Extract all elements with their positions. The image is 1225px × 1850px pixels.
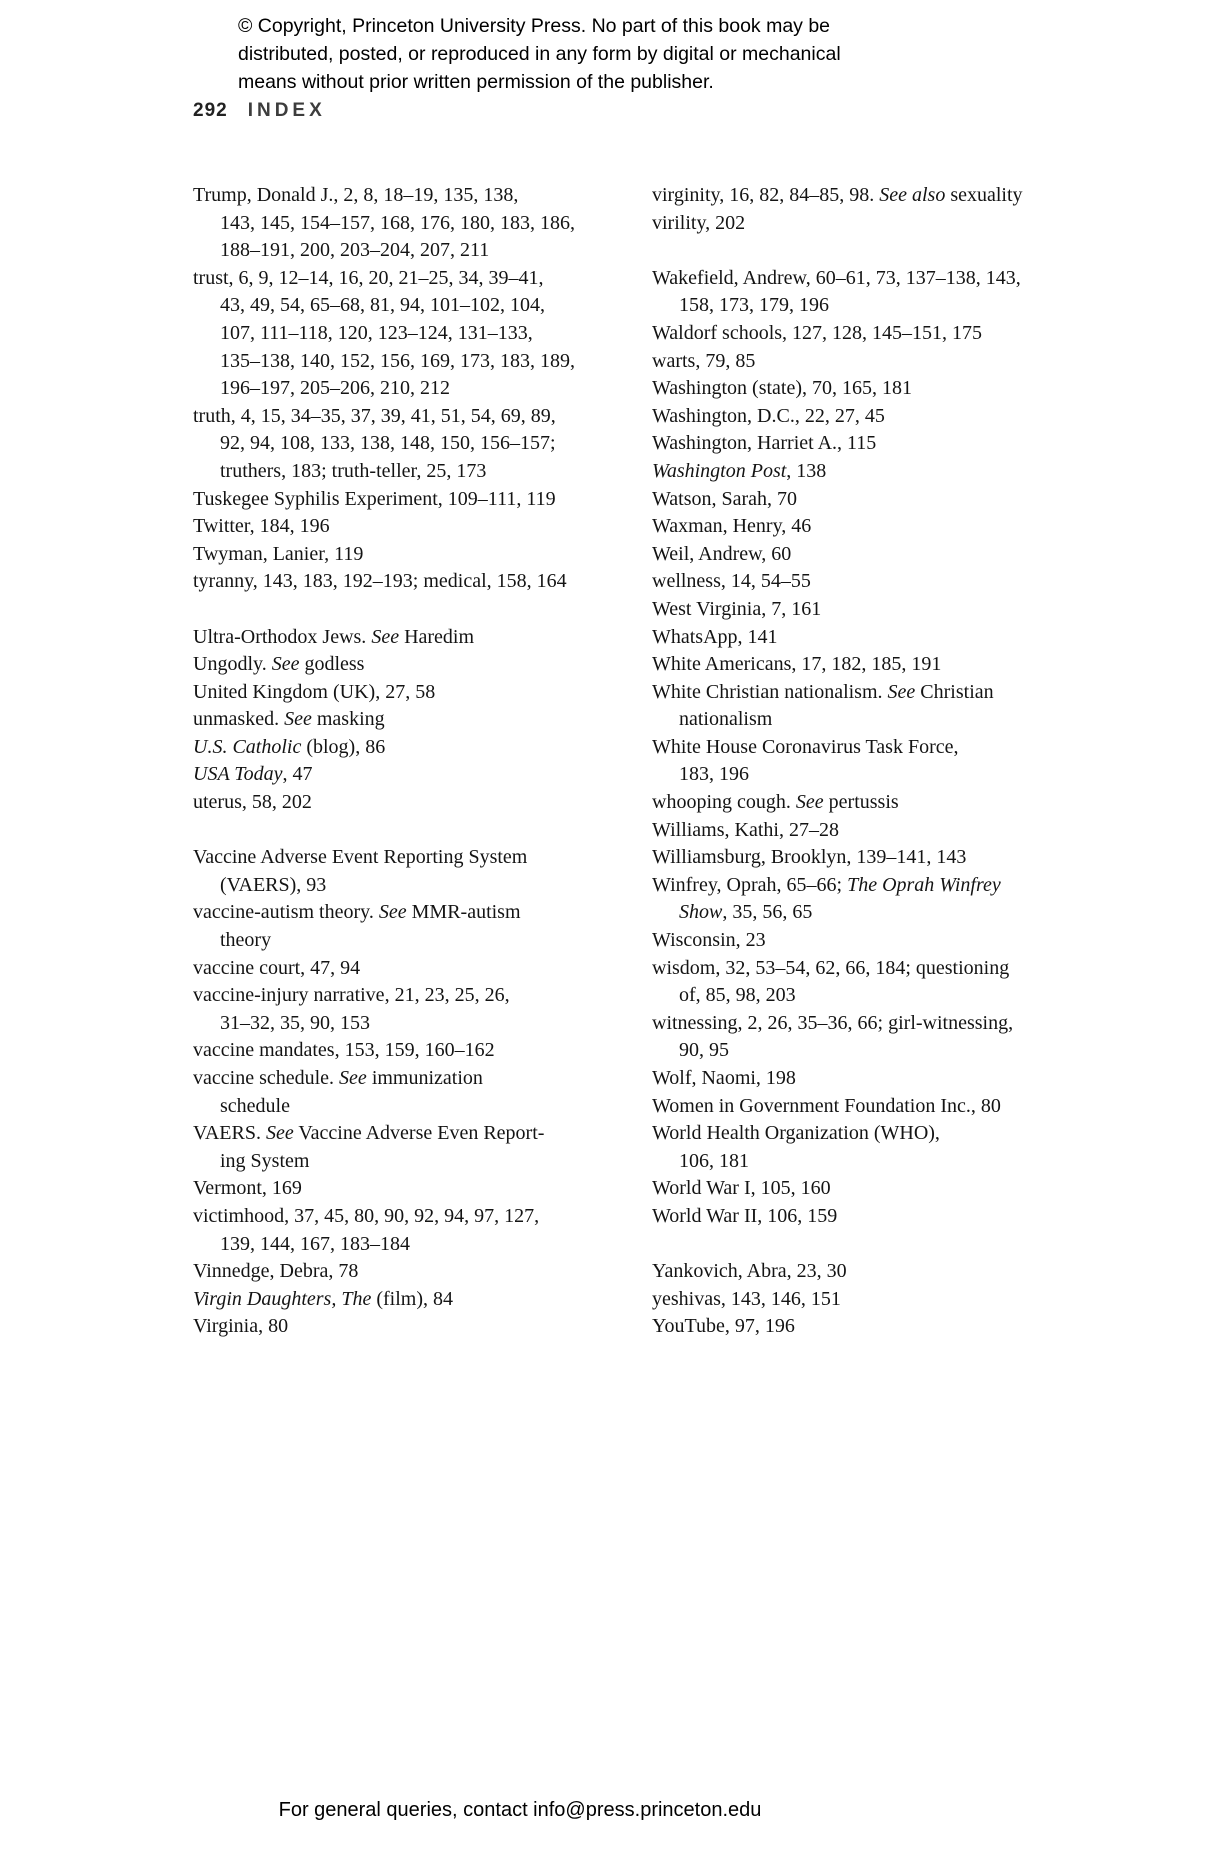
index-entry-text: Twyman, Lanier, 119 xyxy=(193,542,364,565)
index-entry-text: of, 85, 98, 203 xyxy=(679,984,796,1007)
index-entry-text: witnessing, 2, 26, 35–36, 66; girl-witnessing, xyxy=(652,1011,1014,1034)
index-entry-text: Vermont, 169 xyxy=(193,1177,302,1200)
index-entry-line xyxy=(193,348,663,376)
index-entry-line xyxy=(193,486,663,514)
index-entry-line xyxy=(652,651,1132,679)
index-entry-line xyxy=(652,568,1132,596)
index-entry-line xyxy=(193,679,663,707)
index-entry-text: immunization xyxy=(366,1067,483,1089)
page-title: INDEX xyxy=(247,100,326,121)
index-entry-line xyxy=(193,982,663,1010)
index-entry-text: Wolf, Naomi, 198 xyxy=(652,1067,796,1089)
index-entry-line xyxy=(652,292,1132,320)
index-entry-text: schedule xyxy=(220,1094,290,1117)
index-entry-text: theory xyxy=(220,929,272,952)
index-entry-line xyxy=(652,817,1132,845)
index-entry-text: Trump, Donald J., 2, 8, 18–19, 135, 138, xyxy=(193,184,519,206)
index-entry-text: Vaccine Adverse Even Report- xyxy=(293,1122,545,1145)
index-entry-text: vaccine-injury narrative, 21, 23, 25, 26, xyxy=(193,984,510,1007)
index-entry-line xyxy=(652,1065,1132,1093)
index-entry-line xyxy=(193,761,663,789)
index-entry-text: victimhood, 37, 45, 80, 90, 92, 94, 97, 127, xyxy=(193,1204,540,1227)
index-entry-line xyxy=(193,458,663,486)
index-entry-text: YouTube, 97, 196 xyxy=(652,1315,795,1338)
index-entry-text: godless xyxy=(299,653,365,676)
index-entry-line xyxy=(193,927,663,955)
index-entry-text: vaccine mandates, 153, 159, 160–162 xyxy=(193,1039,495,1062)
copyright-line-2: distributed, posted, or reproduced in any form by digital or mechanical xyxy=(238,43,841,65)
copyright-line-1: © Copyright, Princeton University Press. No part of this book may be xyxy=(238,15,831,37)
index-entry-text: World War II, 106, 159 xyxy=(652,1204,838,1227)
index-entry-line xyxy=(652,210,1132,238)
index-entry-text: nationalism xyxy=(679,708,773,731)
index-entry-line xyxy=(193,375,663,403)
index-entry-line xyxy=(652,1148,1132,1176)
index-entry-line xyxy=(193,899,663,927)
index-entry-text: , 138 xyxy=(786,459,827,482)
index-entry-text: Wakefield, Andrew, 60–61, 73, 137–138, 143, xyxy=(652,266,1021,289)
index-entry-line xyxy=(193,1037,663,1065)
index-entry-text: Yankovich, Abra, 23, 30 xyxy=(652,1260,847,1283)
index-entry-line xyxy=(652,1093,1132,1121)
index-entry-text: Ultra-Orthodox Jews. xyxy=(193,625,372,648)
index-entry-line xyxy=(193,430,663,458)
index-entry-text-italic: The Oprah Winfrey xyxy=(847,873,1001,896)
index-entry-line xyxy=(652,1010,1132,1038)
footer-queries-text: For general queries, contact info@press.princeton.edu xyxy=(278,1799,762,1821)
index-entry-line xyxy=(652,927,1132,955)
index-column-left xyxy=(193,182,663,1341)
index-entry-text-italic: See xyxy=(339,1067,367,1089)
index-entry-text: truthers, 183; truth-teller, 25, 173 xyxy=(220,459,487,482)
index-entry-text: Waldorf schools, 127, 128, 145–151, 175 xyxy=(652,321,983,344)
index-entry-line xyxy=(652,541,1132,569)
index-entry-text: Winfrey, Oprah, 65–66; xyxy=(652,873,848,896)
section-gap xyxy=(193,596,663,624)
index-entry-text-italic: U.S. Catholic xyxy=(193,735,302,758)
index-entry-line xyxy=(652,430,1132,458)
index-entry-line xyxy=(193,1148,663,1176)
section-gap xyxy=(193,817,663,845)
index-entry-line xyxy=(193,1286,663,1314)
index-entry-text: vaccine schedule. xyxy=(193,1067,340,1089)
index-entry-line xyxy=(652,403,1132,431)
index-entry-text-italic: See xyxy=(795,791,824,814)
index-entry-text: White House Coronavirus Task Force, xyxy=(652,735,959,758)
index-entry-text: (film), 84 xyxy=(371,1287,453,1310)
index-entry-text: Vaccine Adverse Event Reporting System xyxy=(193,846,528,869)
section-gap xyxy=(652,237,1132,265)
index-entry-text-italic: See also xyxy=(879,184,946,206)
index-entry-line xyxy=(193,292,663,320)
index-entry-text: unmasked. xyxy=(193,708,285,731)
index-entry-line xyxy=(193,651,663,679)
index-entry-text-italic: See xyxy=(284,708,312,731)
index-entry-line xyxy=(193,789,663,817)
index-entry-text: 183, 196 xyxy=(679,763,749,786)
index-entry-line xyxy=(652,1286,1132,1314)
index-entry-text: vaccine court, 47, 94 xyxy=(193,956,361,979)
index-entry-line xyxy=(652,458,1132,486)
index-entry-line xyxy=(193,1231,663,1259)
index-entry-text-italic: See xyxy=(266,1122,294,1145)
index-entry-text: 107, 111–118, 120, 123–124, 131–133, xyxy=(220,321,533,344)
index-entry-line xyxy=(193,706,663,734)
index-entry-text: 139, 144, 167, 183–184 xyxy=(220,1232,410,1255)
index-entry-text: masking xyxy=(311,708,385,731)
index-entry-text: Washington, D.C., 22, 27, 45 xyxy=(652,404,885,427)
index-entry-text: Tuskegee Syphilis Experiment, 109–111, 119 xyxy=(193,487,556,510)
index-entry-line xyxy=(652,1037,1132,1065)
index-entry-text: Waxman, Henry, 46 xyxy=(652,515,812,538)
index-entry-text: 135–138, 140, 152, 156, 169, 173, 183, 189, xyxy=(220,349,575,372)
index-entry-line xyxy=(193,1203,663,1231)
index-entry-text: virginity, 16, 82, 84–85, 98. xyxy=(652,184,880,206)
index-entry-line xyxy=(193,955,663,983)
index-entry-line xyxy=(193,210,663,238)
index-entry-text: Christian xyxy=(915,680,994,703)
index-entry-text: 90, 95 xyxy=(679,1039,729,1062)
index-entry-line xyxy=(652,1175,1132,1203)
index-entry-line xyxy=(652,789,1132,817)
index-entry-line xyxy=(193,872,663,900)
index-entry-text: MMR-autism xyxy=(406,901,521,924)
index-entry-text: 188–191, 200, 203–204, 207, 211 xyxy=(220,239,490,262)
index-entry-line xyxy=(193,1258,663,1286)
index-entry-text: Virginia, 80 xyxy=(193,1315,289,1338)
index-entry-text: 43, 49, 54, 65–68, 81, 94, 101–102, 104, xyxy=(220,294,545,317)
index-entry-text: West Virginia, 7, 161 xyxy=(652,597,822,620)
index-entry-line xyxy=(652,624,1132,652)
index-entry-text: Haredim xyxy=(399,625,475,648)
index-entry-text: (blog), 86 xyxy=(301,735,386,758)
index-entry-line xyxy=(652,872,1132,900)
index-entry-text: ing System xyxy=(220,1149,310,1172)
index-entry-text: pertussis xyxy=(823,791,899,814)
index-entry-text-italic: See xyxy=(887,680,916,703)
index-entry-line xyxy=(193,403,663,431)
index-entry-text-italic: Virgin Daughters, The xyxy=(193,1287,372,1310)
index-entry-text: , 35, 56, 65 xyxy=(722,901,813,924)
index-entry-text: Williams, Kathi, 27–28 xyxy=(652,818,839,841)
index-entry-text: 92, 94, 108, 133, 138, 148, 150, 156–157; xyxy=(220,432,556,455)
index-entry-text: WhatsApp, 141 xyxy=(652,625,778,648)
index-entry-text: 158, 173, 179, 196 xyxy=(679,294,829,317)
index-entry-text: (VAERS), 93 xyxy=(220,873,327,896)
index-entry-text: Washington, Harriet A., 115 xyxy=(652,432,877,455)
index-entry-text: Twitter, 184, 196 xyxy=(193,515,330,538)
index-entry-text: , 47 xyxy=(282,763,313,786)
index-entry-line xyxy=(652,844,1132,872)
index-entry-text: Washington (state), 70, 165, 181 xyxy=(652,377,913,400)
index-entry-text-italic: See xyxy=(271,653,300,676)
index-entry-line xyxy=(652,265,1132,293)
page-number: 292 xyxy=(193,100,228,121)
index-entry-text: sexuality xyxy=(945,184,1023,206)
index-entry-line xyxy=(193,1175,663,1203)
index-entry-line xyxy=(652,375,1132,403)
index-entry-line xyxy=(652,1203,1132,1231)
index-entry-text: vaccine-autism theory. xyxy=(193,901,379,924)
index-entry-line xyxy=(193,568,663,596)
index-entry-text: yeshivas, 143, 146, 151 xyxy=(652,1287,841,1310)
page-header xyxy=(193,100,326,122)
index-entry-text: Vinnedge, Debra, 78 xyxy=(193,1260,359,1283)
index-entry-text: virility, 202 xyxy=(652,211,746,234)
index-entry-line xyxy=(193,237,663,265)
index-entry-line xyxy=(193,182,663,210)
index-entry-line xyxy=(652,348,1132,376)
index-entry-text: United Kingdom (UK), 27, 58 xyxy=(193,680,436,703)
index-entry-text: 143, 145, 154–157, 168, 176, 180, 183, 186, xyxy=(220,211,575,234)
index-entry-text: Women in Government Foundation Inc., 80 xyxy=(652,1094,1001,1117)
index-entry-text: wellness, 14, 54–55 xyxy=(652,570,811,593)
index-entry-text: trust, 6, 9, 12–14, 16, 20, 21–25, 34, 39–41, xyxy=(193,266,544,289)
index-entry-text-italic: USA Today xyxy=(193,763,283,786)
index-entry-text-italic: See xyxy=(378,901,407,924)
index-entry-line xyxy=(652,486,1132,514)
copyright-line-3: means without prior written permission of the publisher. xyxy=(238,71,714,93)
index-entry-text: 196–197, 205–206, 210, 212 xyxy=(220,377,450,400)
index-entry-text: 106, 181 xyxy=(679,1149,749,1172)
index-entry-line xyxy=(193,541,663,569)
index-entry-line xyxy=(193,513,663,541)
index-entry-text: 31–32, 35, 90, 153 xyxy=(220,1011,370,1034)
index-entry-line xyxy=(652,1120,1132,1148)
index-entry-line xyxy=(193,265,663,293)
index-entry-text: Ungodly. xyxy=(193,653,272,676)
index-entry-line xyxy=(193,1010,663,1038)
index-entry-text-italic: See xyxy=(371,625,400,648)
index-entry-line xyxy=(652,1258,1132,1286)
index-entry-line xyxy=(193,320,663,348)
index-entry-text: Williamsburg, Brooklyn, 139–141, 143 xyxy=(652,846,967,869)
index-entry-text: World War I, 105, 160 xyxy=(652,1177,831,1200)
index-entry-line xyxy=(193,1313,663,1341)
index-entry-line xyxy=(652,706,1132,734)
index-entry-text: Weil, Andrew, 60 xyxy=(652,542,792,565)
index-entry-text: Watson, Sarah, 70 xyxy=(652,487,798,510)
index-entry-line xyxy=(193,1093,663,1121)
index-entry-text: truth, 4, 15, 34–35, 37, 39, 41, 51, 54, 69, 89, xyxy=(193,404,556,427)
index-entry-line xyxy=(193,1120,663,1148)
index-entry-line xyxy=(193,844,663,872)
index-entry-line xyxy=(652,320,1132,348)
index-entry-line xyxy=(652,1313,1132,1341)
index-entry-line xyxy=(652,734,1132,762)
index-entry-line xyxy=(652,679,1132,707)
index-entry-line xyxy=(652,761,1132,789)
index-entry-text: warts, 79, 85 xyxy=(652,349,756,372)
index-entry-line xyxy=(193,624,663,652)
index-entry-line xyxy=(652,596,1132,624)
copyright-notice xyxy=(238,12,841,96)
index-entry-line xyxy=(652,899,1132,927)
section-gap xyxy=(652,1231,1132,1259)
index-entry-text-italic: Washington Post xyxy=(652,459,787,482)
index-entry-text: tyranny, 143, 183, 192–193; medical, 158, 164 xyxy=(193,570,567,593)
index-entry-text-italic: Show xyxy=(679,901,723,924)
index-entry-text: World Health Organization (WHO), xyxy=(652,1122,940,1145)
index-entry-line xyxy=(652,513,1132,541)
index-entry-text: uterus, 58, 202 xyxy=(193,791,312,814)
index-entry-line xyxy=(652,182,1132,210)
index-entry-text: White Christian nationalism. xyxy=(652,680,888,703)
index-column-right xyxy=(652,182,1132,1341)
index-entry-text: White Americans, 17, 182, 185, 191 xyxy=(652,653,942,676)
index-entry-line xyxy=(193,1065,663,1093)
index-entry-text: Wisconsin, 23 xyxy=(652,929,766,952)
index-entry-line xyxy=(652,955,1132,983)
index-entry-text: wisdom, 32, 53–54, 62, 66, 184; questioning xyxy=(652,956,1010,979)
index-entry-text: whooping cough. xyxy=(652,791,796,814)
index-entry-line xyxy=(652,982,1132,1010)
index-entry-text: VAERS. xyxy=(193,1122,266,1145)
index-entry-line xyxy=(193,734,663,762)
